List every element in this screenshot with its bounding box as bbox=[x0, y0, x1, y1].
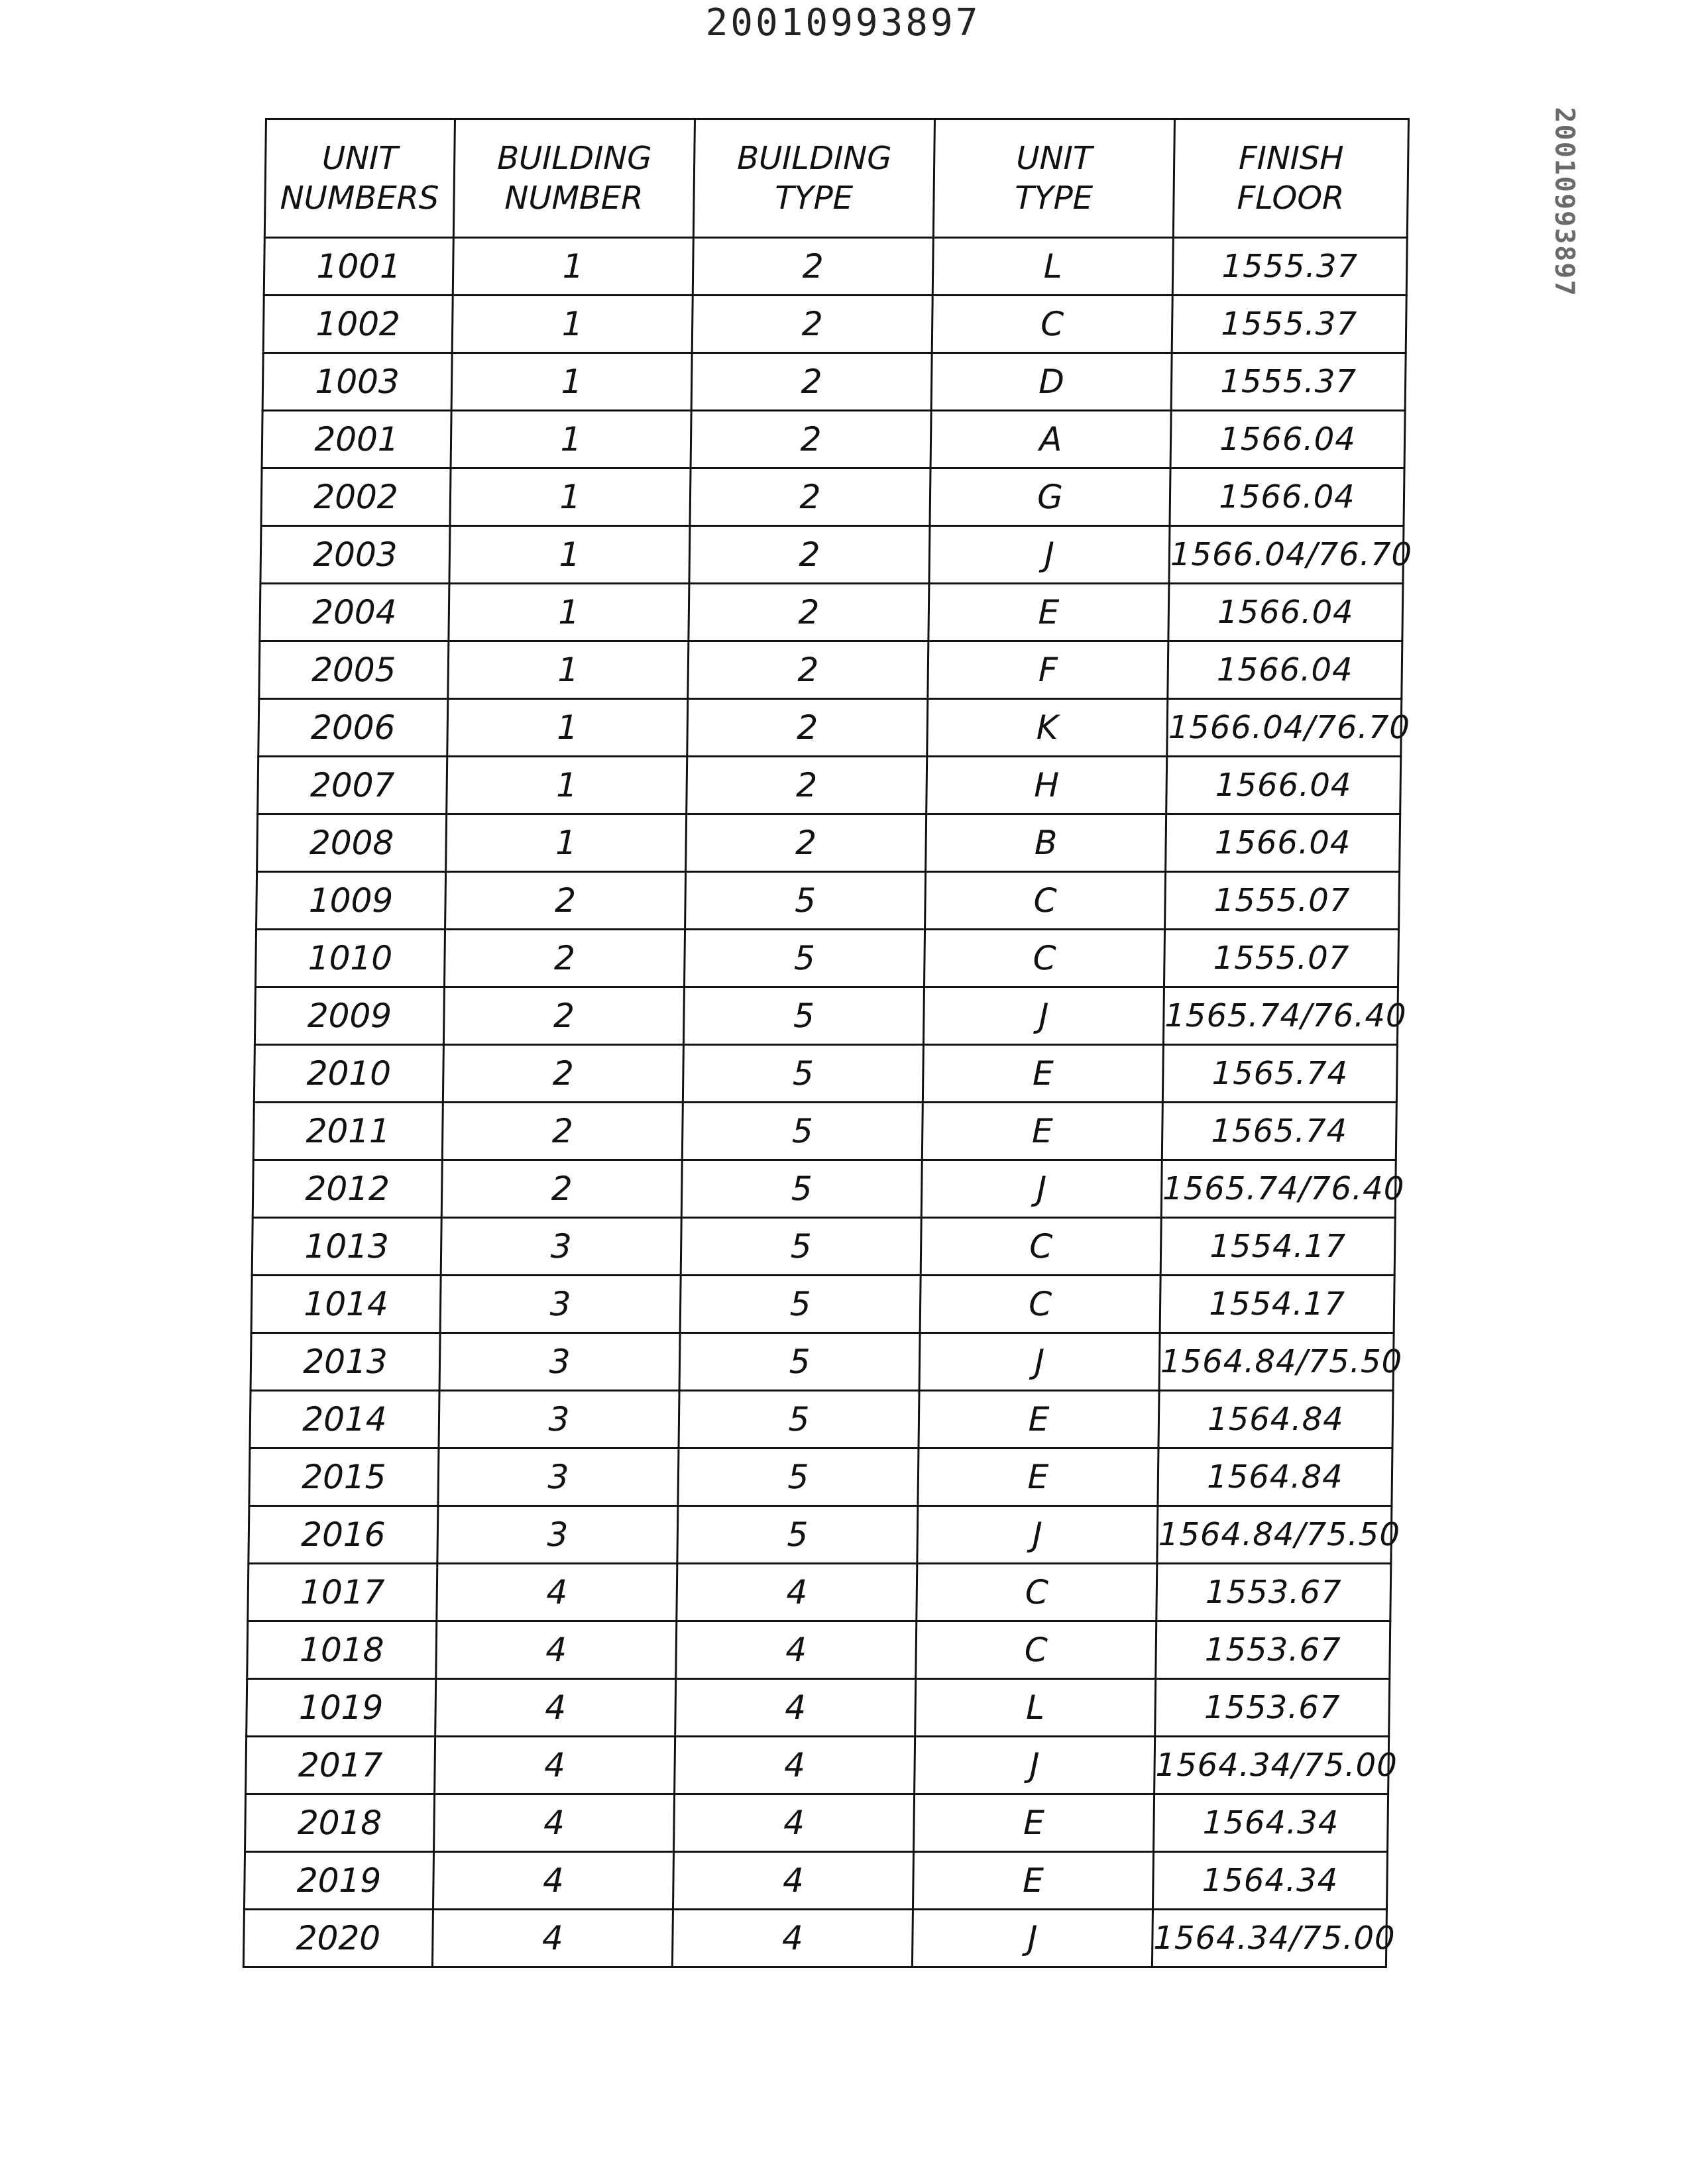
building-number-cell: 4 bbox=[433, 1852, 673, 1910]
unit-type-cell: J bbox=[912, 1910, 1152, 1967]
finish-floor-cell: 1565.74/76.40 bbox=[1163, 987, 1398, 1045]
table-row bbox=[247, 1679, 1390, 1737]
building-number-cell: 1 bbox=[449, 584, 689, 641]
building-number-cell: 4 bbox=[436, 1621, 677, 1679]
unit-type-cell: E bbox=[918, 1448, 1158, 1506]
side-stamp bbox=[1531, 93, 1597, 311]
header-line: TYPE bbox=[1014, 180, 1094, 217]
unit-type-cell: E bbox=[928, 584, 1169, 641]
building-number-cell: 2 bbox=[443, 1045, 683, 1103]
unit-type-cell: D bbox=[931, 353, 1172, 411]
table-row bbox=[255, 930, 1398, 987]
finish-floor-cell: 1555.07 bbox=[1165, 872, 1400, 930]
finish-floor-cell: 1555.37 bbox=[1172, 296, 1406, 353]
header-line: UNIT bbox=[321, 140, 398, 177]
header-line: UNIT bbox=[1016, 140, 1093, 177]
building-number-cell: 1 bbox=[450, 468, 691, 526]
building-number-cell: 1 bbox=[449, 526, 690, 584]
unit-number-cell: 1009 bbox=[256, 872, 446, 930]
building-number-cell: 2 bbox=[442, 1103, 683, 1160]
header-unit-type bbox=[933, 119, 1174, 238]
building-type-cell: 2 bbox=[692, 296, 932, 353]
building-number-cell: 1 bbox=[453, 238, 693, 296]
header-line: NUMBERS bbox=[280, 180, 439, 217]
table-row bbox=[259, 641, 1402, 699]
finish-floor-cell: 1564.84/75.50 bbox=[1157, 1506, 1392, 1564]
table-row bbox=[254, 987, 1398, 1045]
header-line: BUILDING bbox=[736, 140, 892, 177]
building-type-cell: 2 bbox=[687, 699, 928, 757]
building-type-cell: 5 bbox=[682, 1103, 923, 1160]
unit-number-cell: 2019 bbox=[244, 1852, 433, 1910]
header-row bbox=[264, 119, 1408, 238]
finish-floor-cell: 1566.04/76.70 bbox=[1167, 699, 1402, 757]
building-type-cell: 5 bbox=[681, 1218, 921, 1276]
building-type-cell: 4 bbox=[673, 1852, 913, 1910]
unit-number-cell: 1017 bbox=[248, 1564, 437, 1621]
finish-floor-cell: 1555.07 bbox=[1164, 930, 1398, 987]
unit-number-cell: 2003 bbox=[260, 526, 450, 584]
unit-number-cell: 2001 bbox=[262, 411, 451, 468]
unit-type-cell: J bbox=[929, 526, 1170, 584]
unit-type-cell: A bbox=[930, 411, 1171, 468]
unit-number-cell: 1019 bbox=[247, 1679, 436, 1737]
header-line: NUMBER bbox=[504, 180, 644, 217]
unit-type-cell: L bbox=[915, 1679, 1156, 1737]
unit-type-cell: C bbox=[925, 872, 1166, 930]
finish-floor-cell: 1566.04 bbox=[1166, 757, 1401, 814]
finish-floor-cell: 1553.67 bbox=[1155, 1679, 1390, 1737]
finish-floor-cell: 1564.34 bbox=[1154, 1794, 1388, 1852]
building-type-cell: 5 bbox=[681, 1160, 922, 1218]
finish-floor-cell: 1564.84 bbox=[1158, 1448, 1392, 1506]
header-finish-floor bbox=[1173, 119, 1408, 238]
building-number-cell: 1 bbox=[451, 411, 691, 468]
table-row bbox=[261, 468, 1404, 526]
finish-floor-cell: 1566.04/76.70 bbox=[1169, 526, 1404, 584]
unit-type-cell: K bbox=[927, 699, 1168, 757]
building-number-cell: 3 bbox=[438, 1448, 679, 1506]
building-number-cell: 1 bbox=[446, 814, 687, 872]
table-row bbox=[253, 1160, 1396, 1218]
unit-number-cell: 2008 bbox=[257, 814, 447, 872]
unit-number-cell: 2014 bbox=[250, 1391, 439, 1448]
building-type-cell: 5 bbox=[677, 1506, 918, 1564]
unit-type-cell: C bbox=[920, 1276, 1160, 1333]
table-row bbox=[258, 757, 1401, 814]
building-type-cell: 2 bbox=[688, 641, 928, 699]
finish-floor-cell: 1555.37 bbox=[1171, 353, 1406, 411]
unit-type-cell: E bbox=[923, 1045, 1163, 1103]
unit-type-cell: B bbox=[926, 814, 1166, 872]
header-building-type bbox=[693, 119, 934, 238]
building-type-cell: 5 bbox=[683, 1045, 923, 1103]
building-type-cell: 4 bbox=[672, 1910, 913, 1967]
table-row bbox=[251, 1333, 1394, 1391]
table-row bbox=[245, 1794, 1388, 1852]
unit-type-cell: J bbox=[919, 1333, 1160, 1391]
unit-type-cell: H bbox=[927, 757, 1167, 814]
unit-type-cell: G bbox=[930, 468, 1170, 526]
unit-number-cell: 1001 bbox=[264, 238, 453, 296]
unit-type-cell: C bbox=[921, 1218, 1161, 1276]
table-row bbox=[249, 1506, 1392, 1564]
header-line: FLOOR bbox=[1237, 180, 1345, 217]
building-number-cell: 1 bbox=[451, 353, 692, 411]
unit-type-cell: J bbox=[917, 1506, 1158, 1564]
finish-floor-cell: 1554.17 bbox=[1160, 1218, 1395, 1276]
building-type-cell: 4 bbox=[677, 1564, 917, 1621]
unit-number-cell: 2020 bbox=[243, 1910, 433, 1967]
unit-number-cell: 1010 bbox=[255, 930, 445, 987]
building-type-cell: 4 bbox=[676, 1621, 917, 1679]
finish-floor-cell: 1566.04 bbox=[1168, 641, 1402, 699]
table-row bbox=[244, 1852, 1387, 1910]
table-row bbox=[247, 1621, 1390, 1679]
unit-number-cell: 1018 bbox=[247, 1621, 437, 1679]
building-number-cell: 1 bbox=[447, 757, 687, 814]
unit-type-cell: C bbox=[917, 1564, 1157, 1621]
unit-number-cell: 2009 bbox=[254, 987, 444, 1045]
finish-floor-cell: 1564.34/75.00 bbox=[1152, 1910, 1386, 1967]
building-number-cell: 2 bbox=[445, 872, 686, 930]
unit-type-cell: E bbox=[922, 1103, 1162, 1160]
building-type-cell: 4 bbox=[675, 1737, 915, 1794]
finish-floor-cell: 1554.17 bbox=[1160, 1276, 1394, 1333]
table-row bbox=[243, 1910, 1386, 1967]
building-number-cell: 4 bbox=[434, 1794, 675, 1852]
table-row bbox=[250, 1391, 1393, 1448]
finish-floor-cell: 1565.74 bbox=[1162, 1103, 1396, 1160]
header-unit-numbers bbox=[264, 119, 455, 238]
building-type-cell: 4 bbox=[674, 1794, 915, 1852]
unit-type-cell: L bbox=[932, 238, 1173, 296]
building-number-cell: 1 bbox=[448, 641, 689, 699]
table-row bbox=[263, 296, 1406, 353]
table-row bbox=[254, 1045, 1397, 1103]
building-number-cell: 4 bbox=[437, 1564, 677, 1621]
unit-type-cell: J bbox=[921, 1160, 1162, 1218]
unit-type-cell: J bbox=[915, 1737, 1155, 1794]
unit-number-cell: 2017 bbox=[246, 1737, 435, 1794]
unit-number-cell: 2005 bbox=[259, 641, 449, 699]
table-row bbox=[257, 814, 1400, 872]
building-type-cell: 4 bbox=[675, 1679, 916, 1737]
table-row bbox=[249, 1448, 1392, 1506]
finish-floor-cell: 1564.34/75.00 bbox=[1154, 1737, 1389, 1794]
building-type-cell: 5 bbox=[684, 930, 925, 987]
unit-type-cell: C bbox=[932, 296, 1172, 353]
unit-number-cell: 2016 bbox=[249, 1506, 438, 1564]
unit-number-cell: 2007 bbox=[258, 757, 447, 814]
building-type-cell: 2 bbox=[690, 468, 930, 526]
unit-number-cell: 2006 bbox=[258, 699, 448, 757]
finish-floor-cell: 1566.04 bbox=[1168, 584, 1403, 641]
table-row bbox=[253, 1103, 1396, 1160]
unit-type-cell: C bbox=[924, 930, 1164, 987]
table-row bbox=[258, 699, 1402, 757]
building-number-cell: 2 bbox=[441, 1160, 682, 1218]
finish-floor-cell: 1555.37 bbox=[1172, 238, 1407, 296]
finish-floor-cell: 1564.84 bbox=[1158, 1391, 1393, 1448]
building-type-cell: 2 bbox=[693, 238, 933, 296]
building-type-cell: 2 bbox=[689, 584, 929, 641]
table-body bbox=[243, 238, 1413, 1967]
table-row bbox=[262, 353, 1406, 411]
side-stamp-text: 20010993897 bbox=[1549, 107, 1579, 298]
finish-floor-cell: 1565.74 bbox=[1162, 1045, 1397, 1103]
table-row bbox=[260, 526, 1404, 584]
finish-floor-cell: 1566.04 bbox=[1166, 814, 1400, 872]
finish-floor-cell: 1553.67 bbox=[1156, 1564, 1391, 1621]
unit-type-cell: E bbox=[919, 1391, 1159, 1448]
unit-number-cell: 2018 bbox=[245, 1794, 435, 1852]
unit-type-cell: F bbox=[928, 641, 1168, 699]
building-number-cell: 3 bbox=[439, 1333, 680, 1391]
building-number-cell: 3 bbox=[439, 1391, 679, 1448]
document-number: 20010993897 bbox=[705, 1, 981, 44]
unit-number-cell: 2010 bbox=[254, 1045, 443, 1103]
table-row bbox=[252, 1218, 1395, 1276]
unit-type-cell: E bbox=[914, 1794, 1154, 1852]
building-number-cell: 3 bbox=[437, 1506, 678, 1564]
building-type-cell: 2 bbox=[686, 814, 927, 872]
unit-number-cell: 2013 bbox=[251, 1333, 440, 1391]
unit-number-cell: 1003 bbox=[262, 353, 452, 411]
finish-floor-cell: 1564.34 bbox=[1152, 1852, 1387, 1910]
unit-number-cell: 2011 bbox=[253, 1103, 443, 1160]
table-container bbox=[243, 118, 1413, 1968]
header-building-number bbox=[453, 119, 695, 238]
table-row bbox=[256, 872, 1400, 930]
table-row bbox=[264, 238, 1407, 296]
unit-number-cell: 1014 bbox=[251, 1276, 441, 1333]
unit-number-cell: 1013 bbox=[252, 1218, 441, 1276]
building-type-cell: 5 bbox=[680, 1276, 921, 1333]
building-number-cell: 2 bbox=[443, 987, 684, 1045]
building-type-cell: 5 bbox=[679, 1391, 919, 1448]
building-number-cell: 4 bbox=[435, 1679, 676, 1737]
building-number-cell: 2 bbox=[444, 930, 685, 987]
building-type-cell: 5 bbox=[679, 1333, 920, 1391]
building-type-cell: 2 bbox=[691, 411, 931, 468]
table-row bbox=[251, 1276, 1394, 1333]
finish-floor-cell: 1566.04 bbox=[1170, 411, 1405, 468]
building-number-cell: 3 bbox=[440, 1276, 681, 1333]
finish-floor-cell: 1553.67 bbox=[1156, 1621, 1390, 1679]
header-line: FINISH bbox=[1238, 140, 1344, 177]
building-number-cell: 1 bbox=[452, 296, 693, 353]
unit-type-cell: J bbox=[923, 987, 1164, 1045]
unit-number-cell: 2015 bbox=[249, 1448, 439, 1506]
unit-number-cell: 2002 bbox=[261, 468, 451, 526]
finish-floor-table bbox=[243, 118, 1413, 1968]
table-row bbox=[260, 584, 1403, 641]
building-type-cell: 5 bbox=[683, 987, 924, 1045]
building-number-cell: 4 bbox=[435, 1737, 675, 1794]
building-number-cell: 3 bbox=[441, 1218, 681, 1276]
unit-type-cell: C bbox=[916, 1621, 1156, 1679]
unit-type-cell: E bbox=[913, 1852, 1153, 1910]
table-row bbox=[248, 1564, 1391, 1621]
building-number-cell: 1 bbox=[447, 699, 688, 757]
finish-floor-cell: 1566.04 bbox=[1170, 468, 1404, 526]
building-type-cell: 5 bbox=[685, 872, 926, 930]
header-line: BUILDING bbox=[496, 140, 652, 177]
building-type-cell: 2 bbox=[689, 526, 930, 584]
header-line: TYPE bbox=[774, 180, 854, 217]
finish-floor-cell: 1564.84/75.50 bbox=[1159, 1333, 1394, 1391]
unit-number-cell: 2004 bbox=[260, 584, 449, 641]
unit-number-cell: 2012 bbox=[253, 1160, 442, 1218]
building-number-cell: 4 bbox=[432, 1910, 673, 1967]
table-row bbox=[246, 1737, 1389, 1794]
table-row bbox=[262, 411, 1405, 468]
unit-number-cell: 1002 bbox=[263, 296, 453, 353]
building-type-cell: 2 bbox=[687, 757, 927, 814]
finish-floor-cell: 1565.74/76.40 bbox=[1161, 1160, 1396, 1218]
building-type-cell: 5 bbox=[678, 1448, 919, 1506]
building-type-cell: 2 bbox=[691, 353, 932, 411]
